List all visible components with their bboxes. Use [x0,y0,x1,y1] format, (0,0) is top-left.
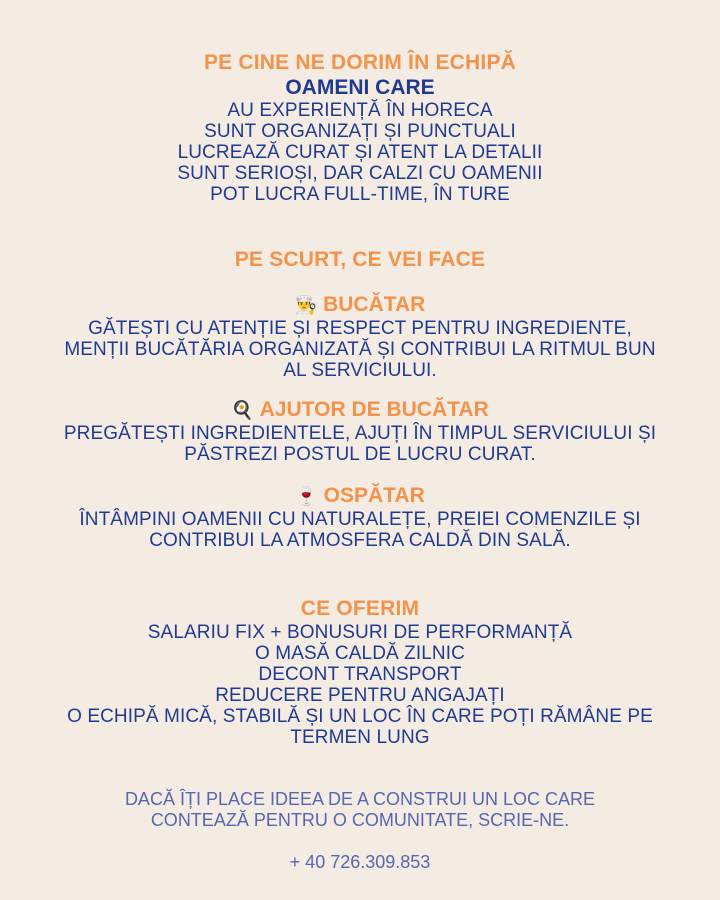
offer-item: DECONT TRANSPORT [258,664,462,685]
offer-item: SALARIU FIX + BONUSURI DE PERFORMANȚĂ [147,622,573,643]
offer-item: REDUCERE PENTRU ANGAJAȚI [215,685,505,706]
team-title: PE CINE NE DORIM ÎN ECHIPĂ [203,51,517,74]
role-description: CONTRIBUI LA ATMOSFERA CALDĂ DIN SALĂ. [149,530,571,551]
closing-line: CONTEAZĂ PENTRU O COMUNITATE, SCRIE-NE. [150,810,570,830]
role-assistant-cook [30,397,690,465]
offer-list [20,622,700,748]
frying-pan-icon: 🍳 [231,400,254,420]
offer-item: O ECHIPĂ MICĂ, STABILĂ ȘI UN LOC ÎN CARE POȚI RĂMÂNE PE [67,706,653,727]
role-waiter [30,483,690,551]
team-item: POT LUCRA FULL-TIME, ÎN TURE [210,184,510,205]
role-description: MENȚII BUCĂTĂRIA ORGANIZATĂ ȘI CONTRIBUI LA RITMUL BUN [64,339,656,360]
role-name: OSPĂTAR [323,484,425,507]
role-cook [30,292,690,381]
role-name: BUCĂTAR [323,293,426,316]
team-item: LUCREAZĂ CURAT ȘI ATENT LA DETALII [177,142,543,163]
role-description: PREGĂTEȘTI INGREDIENTELE, AJUȚI ÎN TIMPUL SERVICIULUI ȘI [63,423,657,444]
chef-icon: 👨‍🍳 [294,295,318,315]
role-description: PĂSTREZI POSTUL DE LUCRU CURAT. [184,444,536,465]
offer-item: O MASĂ CALDĂ ZILNIC [255,643,465,664]
team-list [0,100,720,205]
team-item: SUNT SERIOȘI, DAR CALZI CU OAMENII [177,163,543,184]
team-section [0,50,720,205]
phone-number[interactable]: + 40 726.309.853 [289,852,431,872]
role-description: ÎNTÂMPINI OAMENII CU NATURALEȚE, PREIEI COMENZILE ȘI [79,509,641,530]
wine-glass-icon: 🍷 [295,486,318,506]
roles-section [0,247,720,273]
role-description: GĂTEȘTI CU ATENȚIE ȘI RESPECT PENTRU INGREDIENTE, [88,318,632,339]
role-description: AL SERVICIULUI. [283,360,437,381]
closing-message [40,789,680,831]
offer-title: CE OFERIM [300,597,420,620]
team-subtitle: OAMENI CARE [285,76,435,99]
role-name: AJUTOR DE BUCĂTAR [259,398,489,421]
offer-section [20,596,700,748]
offer-item: TERMEN LUNG [290,727,430,748]
roles-title: PE SCURT, CE VEI FACE [234,248,486,271]
team-item: SUNT ORGANIZAȚI ȘI PUNCTUALI [204,121,516,142]
team-item: AU EXPERIENȚĂ ÎN HORECA [227,100,493,121]
closing-line: DACĂ ÎȚI PLACE IDEEA DE A CONSTRUI UN LOC CARE [124,789,596,809]
